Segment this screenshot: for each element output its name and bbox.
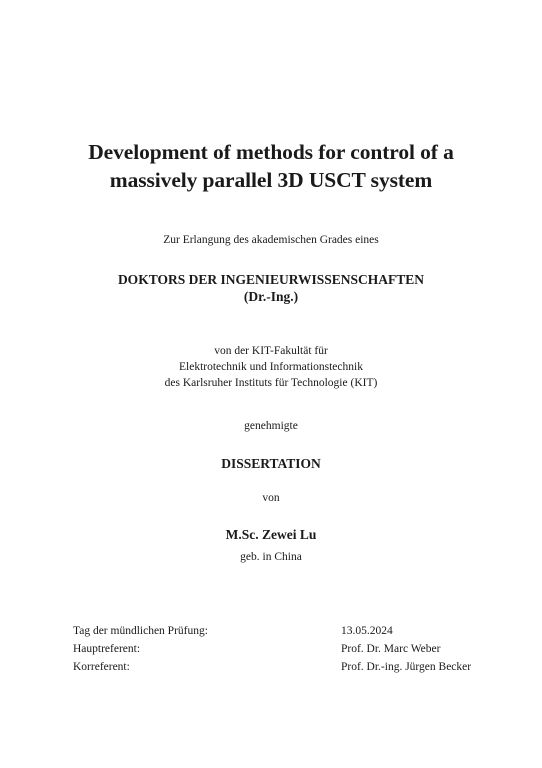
birth-place: geb. in China (240, 551, 302, 563)
info-row-exam-date (73, 622, 513, 640)
faculty-line-2: Elektrotechnik und Informationstechnik (179, 361, 363, 373)
info-value: 13.05.2024 (341, 625, 393, 637)
examination-info (73, 622, 513, 676)
info-value: Prof. Dr.-ing. Jürgen Becker (341, 661, 472, 673)
info-label: Korreferent: (73, 661, 130, 673)
info-label: Hauptreferent: (73, 643, 141, 655)
author-name: M.Sc. Zewei Lu (225, 527, 317, 542)
by-text: von (262, 492, 280, 504)
info-label: Tag der mündlichen Prüfung: (73, 625, 208, 637)
info-row-main-referee (73, 640, 513, 658)
thesis-title-line-2: massively parallel 3D USCT system (109, 168, 433, 192)
faculty-block (0, 343, 542, 391)
thesis-title (0, 138, 542, 194)
approved-text: genehmigte (244, 420, 298, 432)
document-type: DISSERTATION (221, 456, 321, 471)
faculty-line-3: des Karlsruher Instituts für Technologie (KIT) (164, 377, 378, 389)
degree-intro: Zur Erlangung des akademischen Grades eines (163, 234, 379, 246)
degree-name: DOKTORS DER INGENIEURWISSENSCHAFTEN (117, 272, 425, 287)
thesis-title-line-1: Development of methods for control of a (88, 140, 454, 164)
info-row-co-referee (73, 658, 513, 676)
degree-abbreviation: (Dr.-Ing.) (243, 289, 299, 304)
info-value: Prof. Dr. Marc Weber (341, 643, 441, 655)
faculty-line-1: von der KIT-Fakultät für (214, 345, 328, 357)
